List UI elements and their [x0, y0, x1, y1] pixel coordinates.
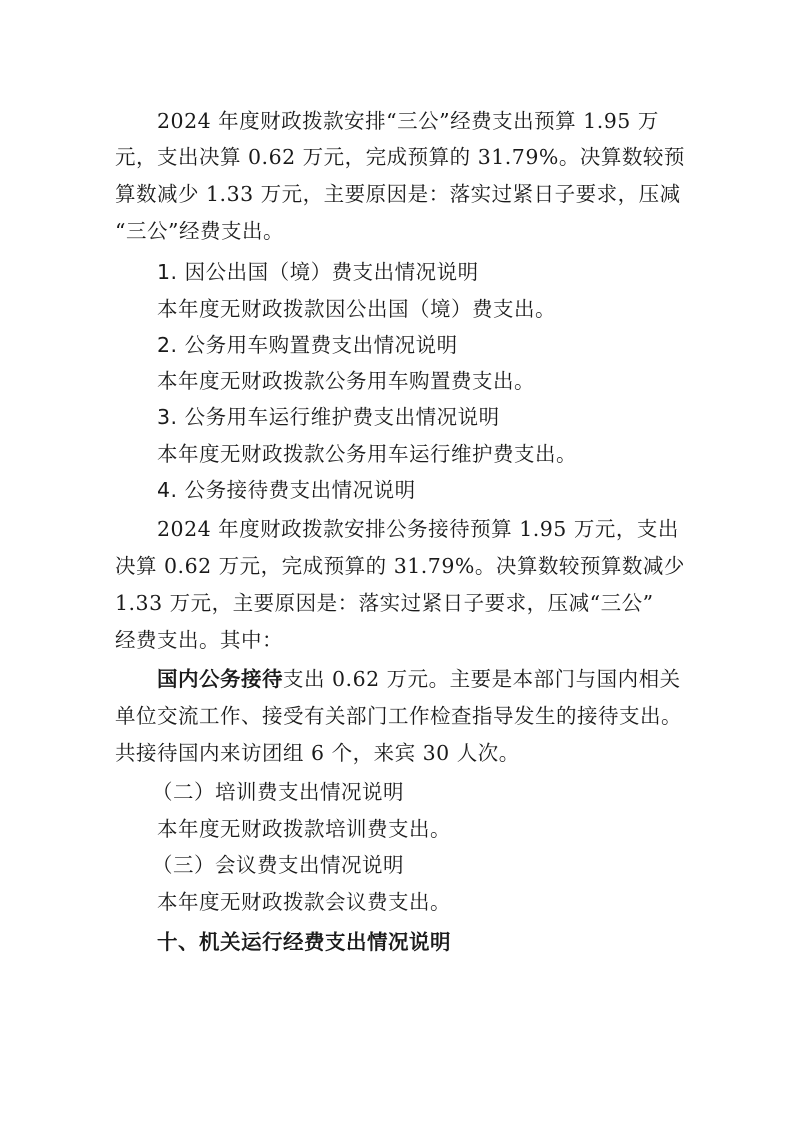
section-heading: 十、机关运行经费支出情况说明	[157, 930, 451, 954]
paragraph-text: 支出 0.62 万元。主要是本部门与国内相关	[283, 667, 681, 691]
paragraph-line: 本年度无财政拨款公务用车运行维护费支出。	[157, 442, 577, 466]
subheading: （二）培训费支出情况说明	[152, 780, 404, 804]
paragraph-line: 单位交流工作、接受有关部门工作检查指导发生的接待支出。	[115, 704, 682, 728]
paragraph-line: 算数减少 1.33 万元，主要原因是：落实过紧日子要求，压减	[115, 182, 681, 206]
subheading: 1. 因公出国（境）费支出情况说明	[157, 260, 479, 284]
paragraph-line: 本年度无财政拨款培训费支出。	[157, 817, 451, 841]
subheading: （三）会议费支出情况说明	[152, 853, 404, 877]
paragraph-line	[157, 666, 681, 692]
paragraph-line: 1.33 万元，主要原因是：落实过紧日子要求，压减“三公”	[115, 591, 654, 615]
subheading: 4. 公务接待费支出情况说明	[157, 478, 416, 502]
subheading: 3. 公务用车运行维护费支出情况说明	[157, 405, 500, 429]
paragraph-line: 经费支出。其中：	[115, 628, 283, 652]
emphasis-text: 国内公务接待	[157, 667, 283, 691]
paragraph-line: 2024 年度财政拨款安排公务接待预算 1.95 万元，支出	[157, 517, 679, 541]
paragraph-line: 元，支出决算 0.62 万元，完成预算的 31.79%。决算数较预	[115, 145, 685, 169]
paragraph-line: “三公”经费支出。	[115, 219, 284, 243]
paragraph-line: 本年度无财政拨款因公出国（境）费支出。	[157, 297, 556, 321]
paragraph-line: 本年度无财政拨款会议费支出。	[157, 890, 451, 914]
paragraph-line: 2024 年度财政拨款安排“三公”经费支出预算 1.95 万	[157, 109, 659, 133]
subheading: 2. 公务用车购置费支出情况说明	[157, 333, 458, 357]
paragraph-line: 本年度无财政拨款公务用车购置费支出。	[157, 369, 535, 393]
paragraph-line: 决算 0.62 万元，完成预算的 31.79%。决算数较预算数减少	[115, 554, 685, 578]
paragraph-line: 共接待国内来访团组 6 个，来宾 30 人次。	[115, 741, 520, 765]
